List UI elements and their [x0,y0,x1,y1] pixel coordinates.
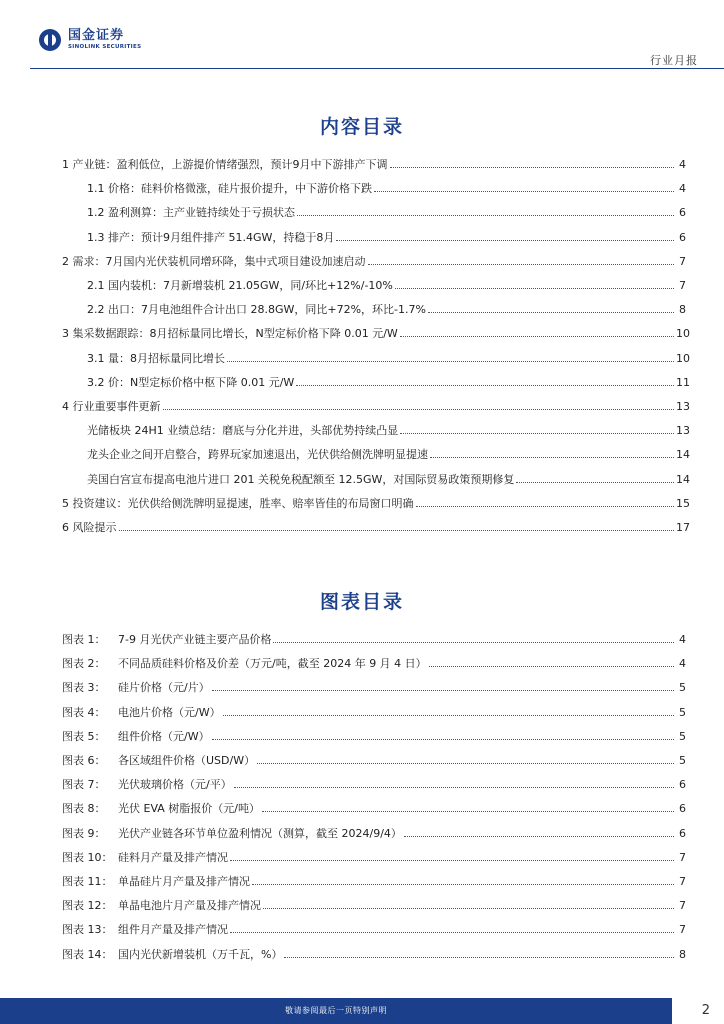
toc-entry[interactable] [87,446,690,462]
figure-number: 图表 11： [62,875,113,888]
toc-entry[interactable] [62,253,686,269]
toc-entry-page: 15 [676,496,690,510]
sinolink-logo-icon [38,28,62,52]
dot-leader [257,754,674,764]
page-footer [0,998,724,1024]
figure-number: 图表 4： [62,705,106,719]
dot-leader [390,158,675,168]
figure-number: 图表 3： [62,681,106,695]
figure-page: 5 [679,729,686,743]
brand-name-en: SINOLINK SECURITIES [68,44,142,50]
toc-entry[interactable] [87,229,686,245]
page-header [0,0,724,72]
dot-leader [234,778,674,788]
figure-label: 单晶电池片月产量及排产情况 [118,899,261,913]
dot-leader [336,231,674,241]
toc-entry[interactable] [87,204,686,220]
figure-page: 7 [679,923,686,937]
header-divider [30,68,724,69]
toc-entry[interactable] [87,180,686,196]
figure-number: 图表 7： [62,778,106,792]
figure-label: 电池片价格（元/W） [118,705,221,719]
dot-leader [212,681,674,691]
figure-page: 5 [679,705,686,719]
footer-notice: 敬请参阅最后一页特别声明 [285,1006,387,1015]
dot-leader [223,706,674,716]
toc-entry-page: 7 [679,254,686,268]
figure-number: 图表 1： [62,633,106,646]
toc-entry-page: 7 [679,279,686,292]
toc-entry[interactable] [87,422,690,438]
figure-number: 图表 14： [62,947,113,961]
dot-leader [296,376,674,386]
footer-bar [0,998,672,1024]
figure-entry[interactable] [62,679,686,695]
dot-leader [400,424,674,434]
toc-entry-label: 6 风险提示 [62,521,117,534]
toc-entry-label: 2.2 出口：7月电池组件合计出口 28.8GW，同比+72%，环比-1.7% [87,303,426,317]
figure-label: 各区域组件价格（USD/W） [118,754,256,767]
dot-leader [400,327,674,337]
toc-entry[interactable] [62,495,690,511]
toc-entry-label: 3.1 量：8月招标量同比增长 [87,351,225,365]
toc-title: 内容目录 [319,116,404,138]
figure-label: 光伏产业链各环节单位盈利情况（测算，截至 2024/9/4） [118,826,402,840]
figure-page: 5 [679,754,686,767]
figure-number: 图表 10： [62,850,113,864]
figure-entry[interactable] [62,825,686,841]
figure-entry[interactable] [62,631,686,647]
dot-leader [416,497,675,507]
toc-entry-page: 14 [676,448,690,462]
dot-leader [284,948,674,958]
toc-entry-label: 光储板块 24H1 业绩总结：磨底与分化并进，头部优势持续凸显 [87,424,399,438]
toc-entry-page: 14 [676,472,690,486]
figure-page: 6 [679,826,686,840]
toc-entry[interactable] [87,471,690,487]
toc-entry-page: 6 [679,206,686,220]
toc-entry[interactable] [62,398,690,414]
dot-leader [404,827,674,837]
toc-entry-label: 2 需求：7月国内光伏装机同增环降，集中式项目建设加速启动 [62,254,366,268]
dot-leader [262,802,674,812]
toc-entry-page: 13 [676,400,690,413]
figures-toc-title: 图表目录 [319,591,404,613]
figure-entry[interactable] [62,704,686,720]
figure-label: 单晶硅片月产量及排产情况 [118,875,250,888]
figure-number: 图表 2： [62,657,106,671]
figure-number: 图表 6： [62,754,106,767]
figure-label: 组件价格（元/W） [118,729,210,743]
figure-entry[interactable] [62,776,686,792]
company-logo [38,28,141,52]
dot-leader [273,633,674,643]
dot-leader [163,400,675,410]
toc-entry-label: 2.1 国内装机：7月新增装机 21.05GW，同/环比+12%/-10% [87,279,393,292]
figure-page: 8 [679,947,686,961]
toc-entry[interactable] [87,374,690,390]
dot-leader [516,473,674,483]
dot-leader [428,303,674,313]
toc-entry-label: 3 集采数据跟踪：8月招标量同比增长，N型定标价格下降 0.01 元/W [62,327,398,341]
dot-leader [430,448,674,458]
figure-number: 图表 8： [62,802,106,816]
figure-label: 硅料月产量及排产情况 [118,850,228,864]
dot-leader [297,206,674,216]
figure-number: 图表 9： [62,826,106,840]
figure-page: 7 [679,850,686,864]
figure-entry[interactable] [62,946,686,962]
dot-leader [230,851,674,861]
figure-number: 图表 13： [62,923,113,937]
figure-label: 组件月产量及排产情况 [118,923,228,937]
figure-entry[interactable] [62,655,686,671]
dot-leader [263,899,674,909]
figure-entry[interactable] [62,921,686,937]
dot-leader [368,255,675,265]
toc-entry-page: 11 [676,375,690,389]
page-number: 2 [701,1003,710,1018]
figure-label: 7-9 月光伏产业链主要产品价格 [118,633,272,646]
figure-label: 硅片价格（元/片） [118,681,210,695]
toc-entry-page: 8 [679,303,686,317]
figure-page: 4 [679,657,686,671]
dot-leader [374,182,674,192]
figure-entry[interactable] [62,897,686,913]
dot-leader [230,923,674,933]
toc-entry-label: 美国白宫宣布提高电池片进口 201 关税免税配额至 12.5GW，对国际贸易政策预期修复 [87,472,515,486]
toc-entry[interactable] [87,301,686,317]
toc-entry-label: 1.3 排产：预计9月组件排产 51.4GW，持稳于8月 [87,230,335,244]
dot-leader [429,657,674,667]
toc-entry[interactable] [62,156,686,172]
figure-entry[interactable] [62,873,686,889]
toc-entry[interactable] [62,519,690,535]
dot-leader [395,279,674,289]
toc-entry-label: 1.1 价格：硅料价格微涨，硅片报价提升，中下游价格下跌 [87,182,372,196]
toc-entry-label: 4 行业重要事件更新 [62,400,161,413]
figure-entry[interactable] [62,800,686,816]
toc-entry-page: 6 [679,230,686,244]
toc-entry-label: 3.2 价：N型定标价格中枢下降 0.01 元/W [87,375,295,389]
brand-name-cn: 国金证券 [68,28,125,43]
toc-entry-page: 4 [679,182,686,196]
figure-label: 不同品质硅料价格及价差（万元/吨，截至 2024 年 9 月 4 日） [118,657,427,671]
toc-entry-page: 4 [679,158,686,171]
figure-number: 图表 12： [62,899,113,913]
dot-leader [119,521,675,531]
toc-entry[interactable] [87,350,690,366]
dot-leader [252,875,674,885]
toc-entry-page: 10 [676,327,690,341]
toc-entry-page: 13 [676,424,690,438]
dot-leader [212,730,674,740]
figure-page: 7 [679,875,686,888]
figure-page: 6 [679,802,686,816]
figure-page: 5 [679,681,686,695]
figure-label: 光伏 EVA 树脂报价（元/吨） [118,802,260,816]
toc-entry-label: 1.2 盈利测算：主产业链持续处于亏损状态 [87,206,295,220]
figure-label: 光伏玻璃价格（元/平） [118,778,232,792]
figure-label: 国内光伏新增装机（万千瓦，%） [118,947,283,961]
figure-page: 6 [679,778,686,792]
figure-entry[interactable] [62,752,686,768]
toc-entry[interactable] [87,277,686,293]
figure-number: 图表 5： [62,729,106,743]
toc-entry-page: 17 [676,521,690,534]
toc-entry-label: 5 投资建议：光伏供给侧洗牌明显提速，胜率、赔率皆佳的布局窗口明确 [62,496,414,510]
toc-entry-label: 1 产业链：盈利低位，上游提价情绪强烈，预计9月中下游排产下调 [62,158,388,171]
report-type-label: 行业月报 [650,54,698,67]
figure-page: 7 [679,899,686,913]
toc-entry-page: 10 [676,351,690,365]
figure-entry[interactable] [62,849,686,865]
figure-entry[interactable] [62,728,686,744]
dot-leader [227,352,674,362]
toc-entry[interactable] [62,325,690,341]
toc-entry-label: 龙头企业之间开启整合，跨界玩家加速退出，光伏供给侧洗牌明显提速 [87,448,428,462]
figure-page: 4 [679,633,686,646]
